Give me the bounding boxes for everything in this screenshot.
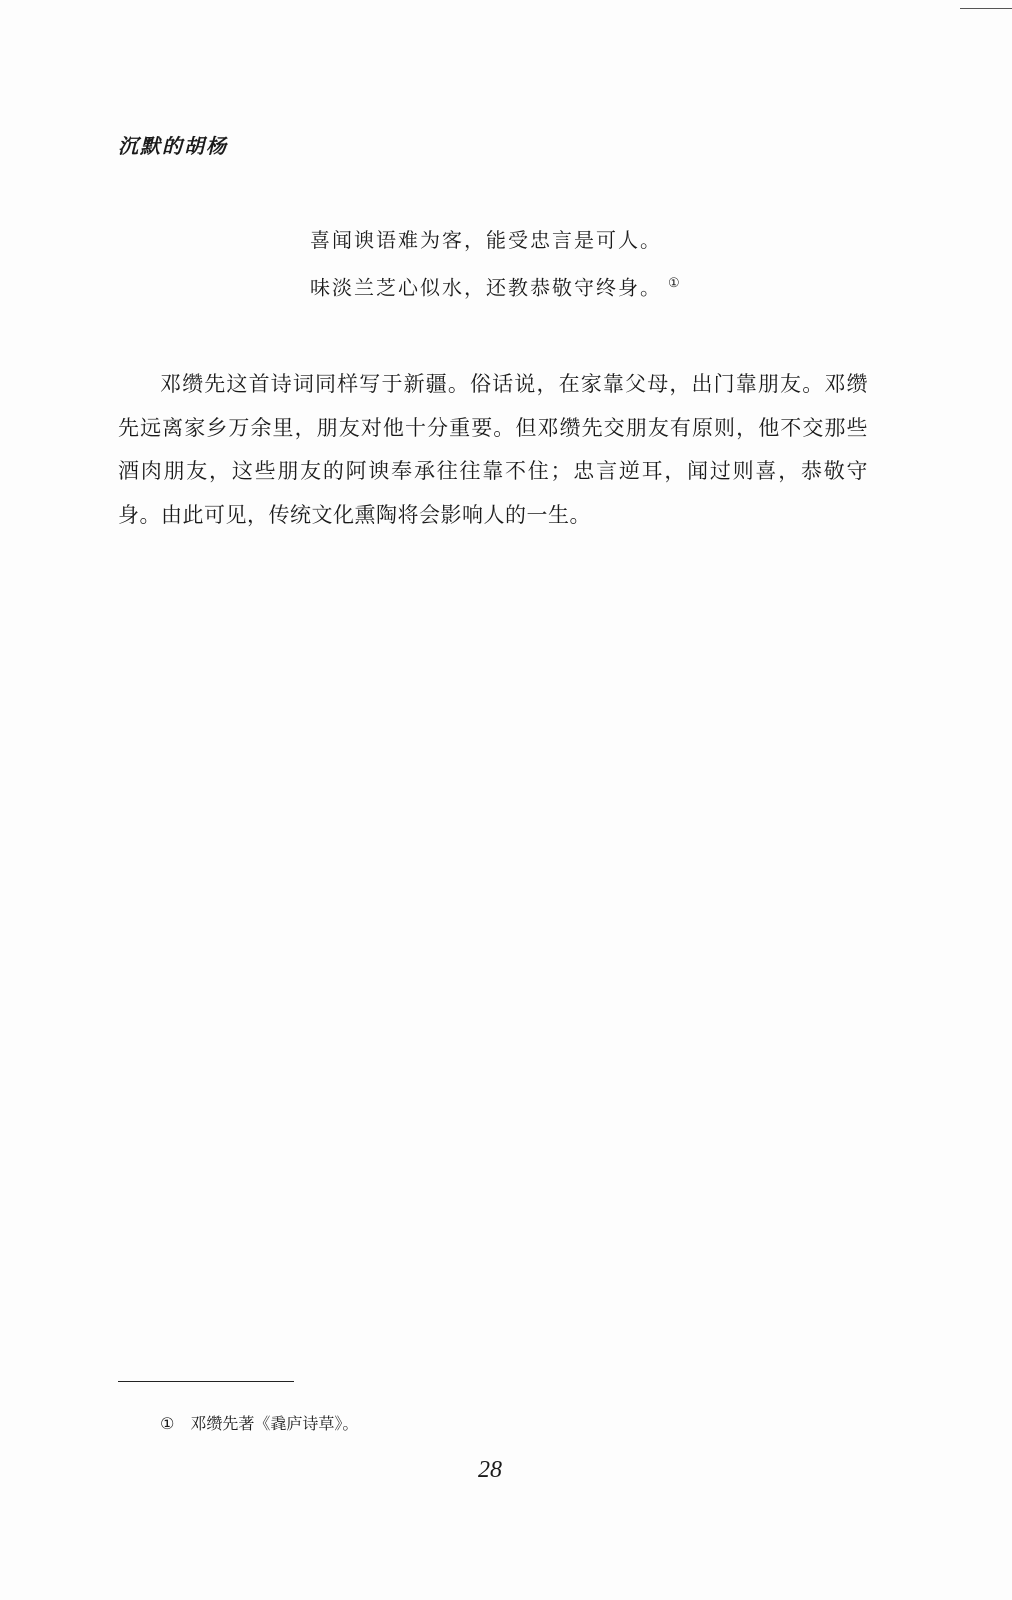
running-head: 沉默的胡杨 xyxy=(118,134,228,158)
poem-line-2 xyxy=(310,262,680,310)
footnote-reference[interactable]: ① xyxy=(668,276,680,291)
poem-line-1: 喜闻谀语难为客，能受忠言是可人。 xyxy=(310,228,662,252)
scan-corner-mark xyxy=(960,0,1012,9)
page-number: 28 xyxy=(478,1457,502,1483)
poem-line-2-text: 味淡兰芝心似水，还教恭敬守终身。 xyxy=(310,275,662,300)
footnote-mark: ① xyxy=(160,1414,175,1433)
footnote xyxy=(160,1411,358,1434)
footnote-divider xyxy=(118,1381,294,1382)
poem-block xyxy=(310,218,680,310)
footnote-text: 邓缵先著《毳庐诗草》。 xyxy=(190,1414,359,1433)
body-paragraph: 邓缵先这首诗词同样写于新疆。俗话说，在家靠父母，出门靠朋友。邓缵先远离家乡万余里，朋友对他十分重要。但邓缵先交朋友有原则，他不交那些酒肉朋友，这些朋友的阿谀奉承往往靠不住；忠言逆耳，闻过则喜，恭敬守身。由此可见，传统文化熏陶将会影响人的一生。 xyxy=(118,372,868,527)
